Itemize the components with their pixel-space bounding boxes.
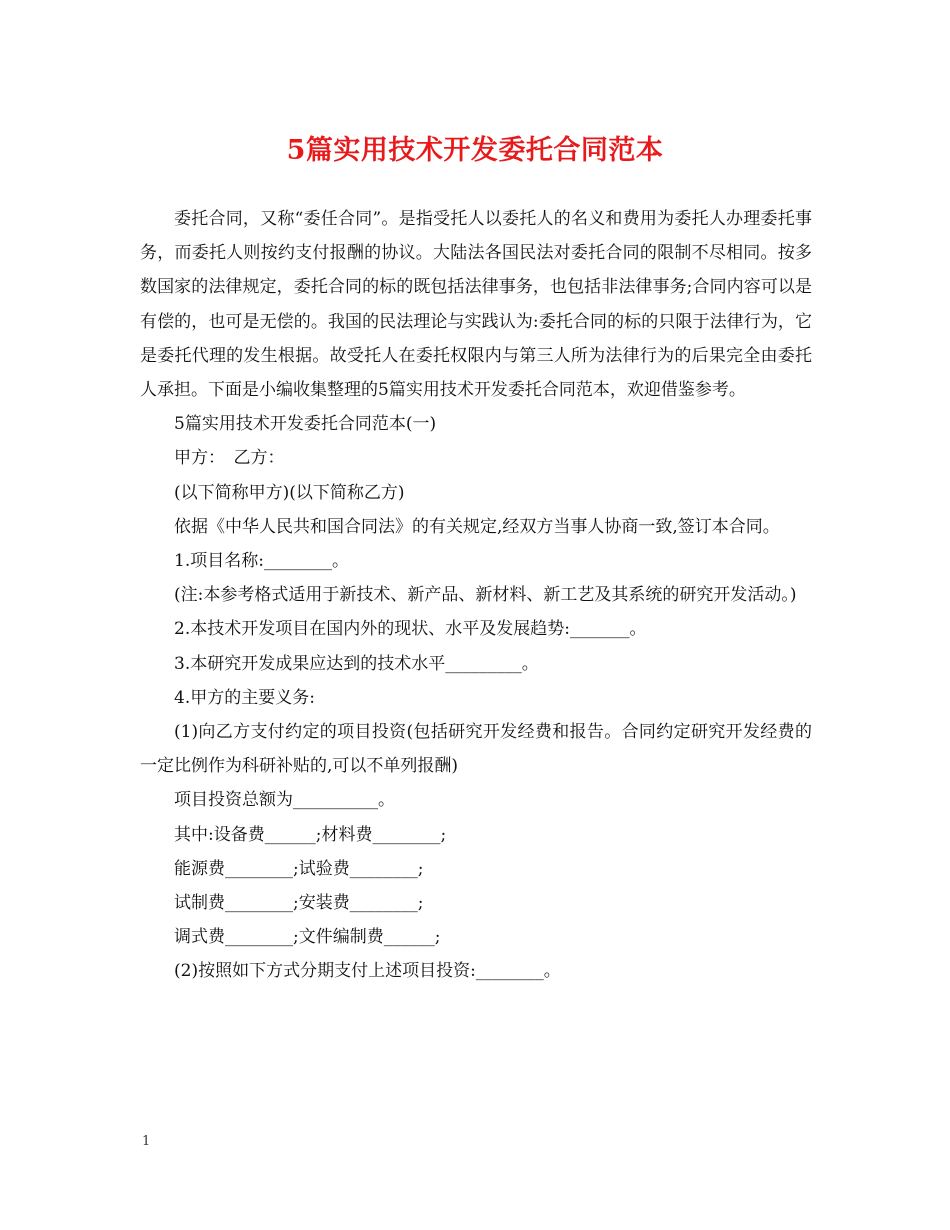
clause-party-a-obligations: 4.甲方的主要义务:: [174, 687, 315, 708]
clause-cost-line-3: 试制费________;安装费________;: [174, 893, 424, 914]
contract-subtitle: 5篇实用技术开发委托合同范本(一): [174, 414, 437, 435]
clause-tech-level: 3.本研究开发成果应达到的技术水平_________。: [174, 653, 539, 674]
document-body: [140, 202, 812, 989]
clause-cost-line-2: 能源费________;试验费________;: [174, 858, 424, 879]
intro-paragraph: 委托合同，又称“委任合同”。是指受托人以委托人的名义和费用为委托人办理委托事务，而委托人则按约支付报酬的协议。大陆法各国民法对委托合同的限制不尽相同。按多数国家的法律规定，委托合同的标的既包括法律事务，也包括非法律事务;合同内容可以是有偿的，也可是无偿的。我国的民法理论与实践认为:委托合同的标的只限于法律行为，它是委托代理的发生根据。故受托人在委托权限内与第三人所为法律行为的后果完全由委托人承担。下面是小编收集整理的5篇实用技术开发委托合同范本，欢迎借鉴参考。: [140, 209, 812, 401]
legal-basis-paragraph: 依据《中华人民共和国合同法》的有关规定,经双方当事人协商一致,签订本合同。: [174, 516, 780, 537]
party-line: 甲方： 乙方：: [174, 448, 285, 469]
page-number: 1: [142, 1134, 151, 1149]
clause-note: (注:本参考格式适用于新技术、新产品、新材料、新工艺及其系统的研究开发活动。): [174, 585, 797, 606]
document-title: 5篇实用技术开发委托合同范本: [286, 135, 664, 166]
clause-project-name: 1.项目名称:________。: [174, 551, 349, 572]
clause-payment: (1)向乙方支付约定的项目投资(包括研究开发经费和报告。合同约定研究开发经费的一定比例作为科研补贴的,可以不单列报酬): [140, 722, 812, 777]
clause-cost-line-1: 其中:设备费______;材料费________;: [174, 824, 447, 845]
clause-status: 2.本技术开发项目在国内外的现状、水平及发展趋势:_______。: [174, 619, 647, 640]
clause-investment-total: 项目投资总额为__________。: [174, 790, 395, 811]
party-abbreviation-line: (以下简称甲方)(以下简称乙方): [174, 482, 405, 503]
clause-installments: (2)按照如下方式分期支付上述项目投资:________。: [174, 961, 561, 982]
clause-cost-line-4: 调式费________;文件编制费______;: [174, 927, 441, 948]
